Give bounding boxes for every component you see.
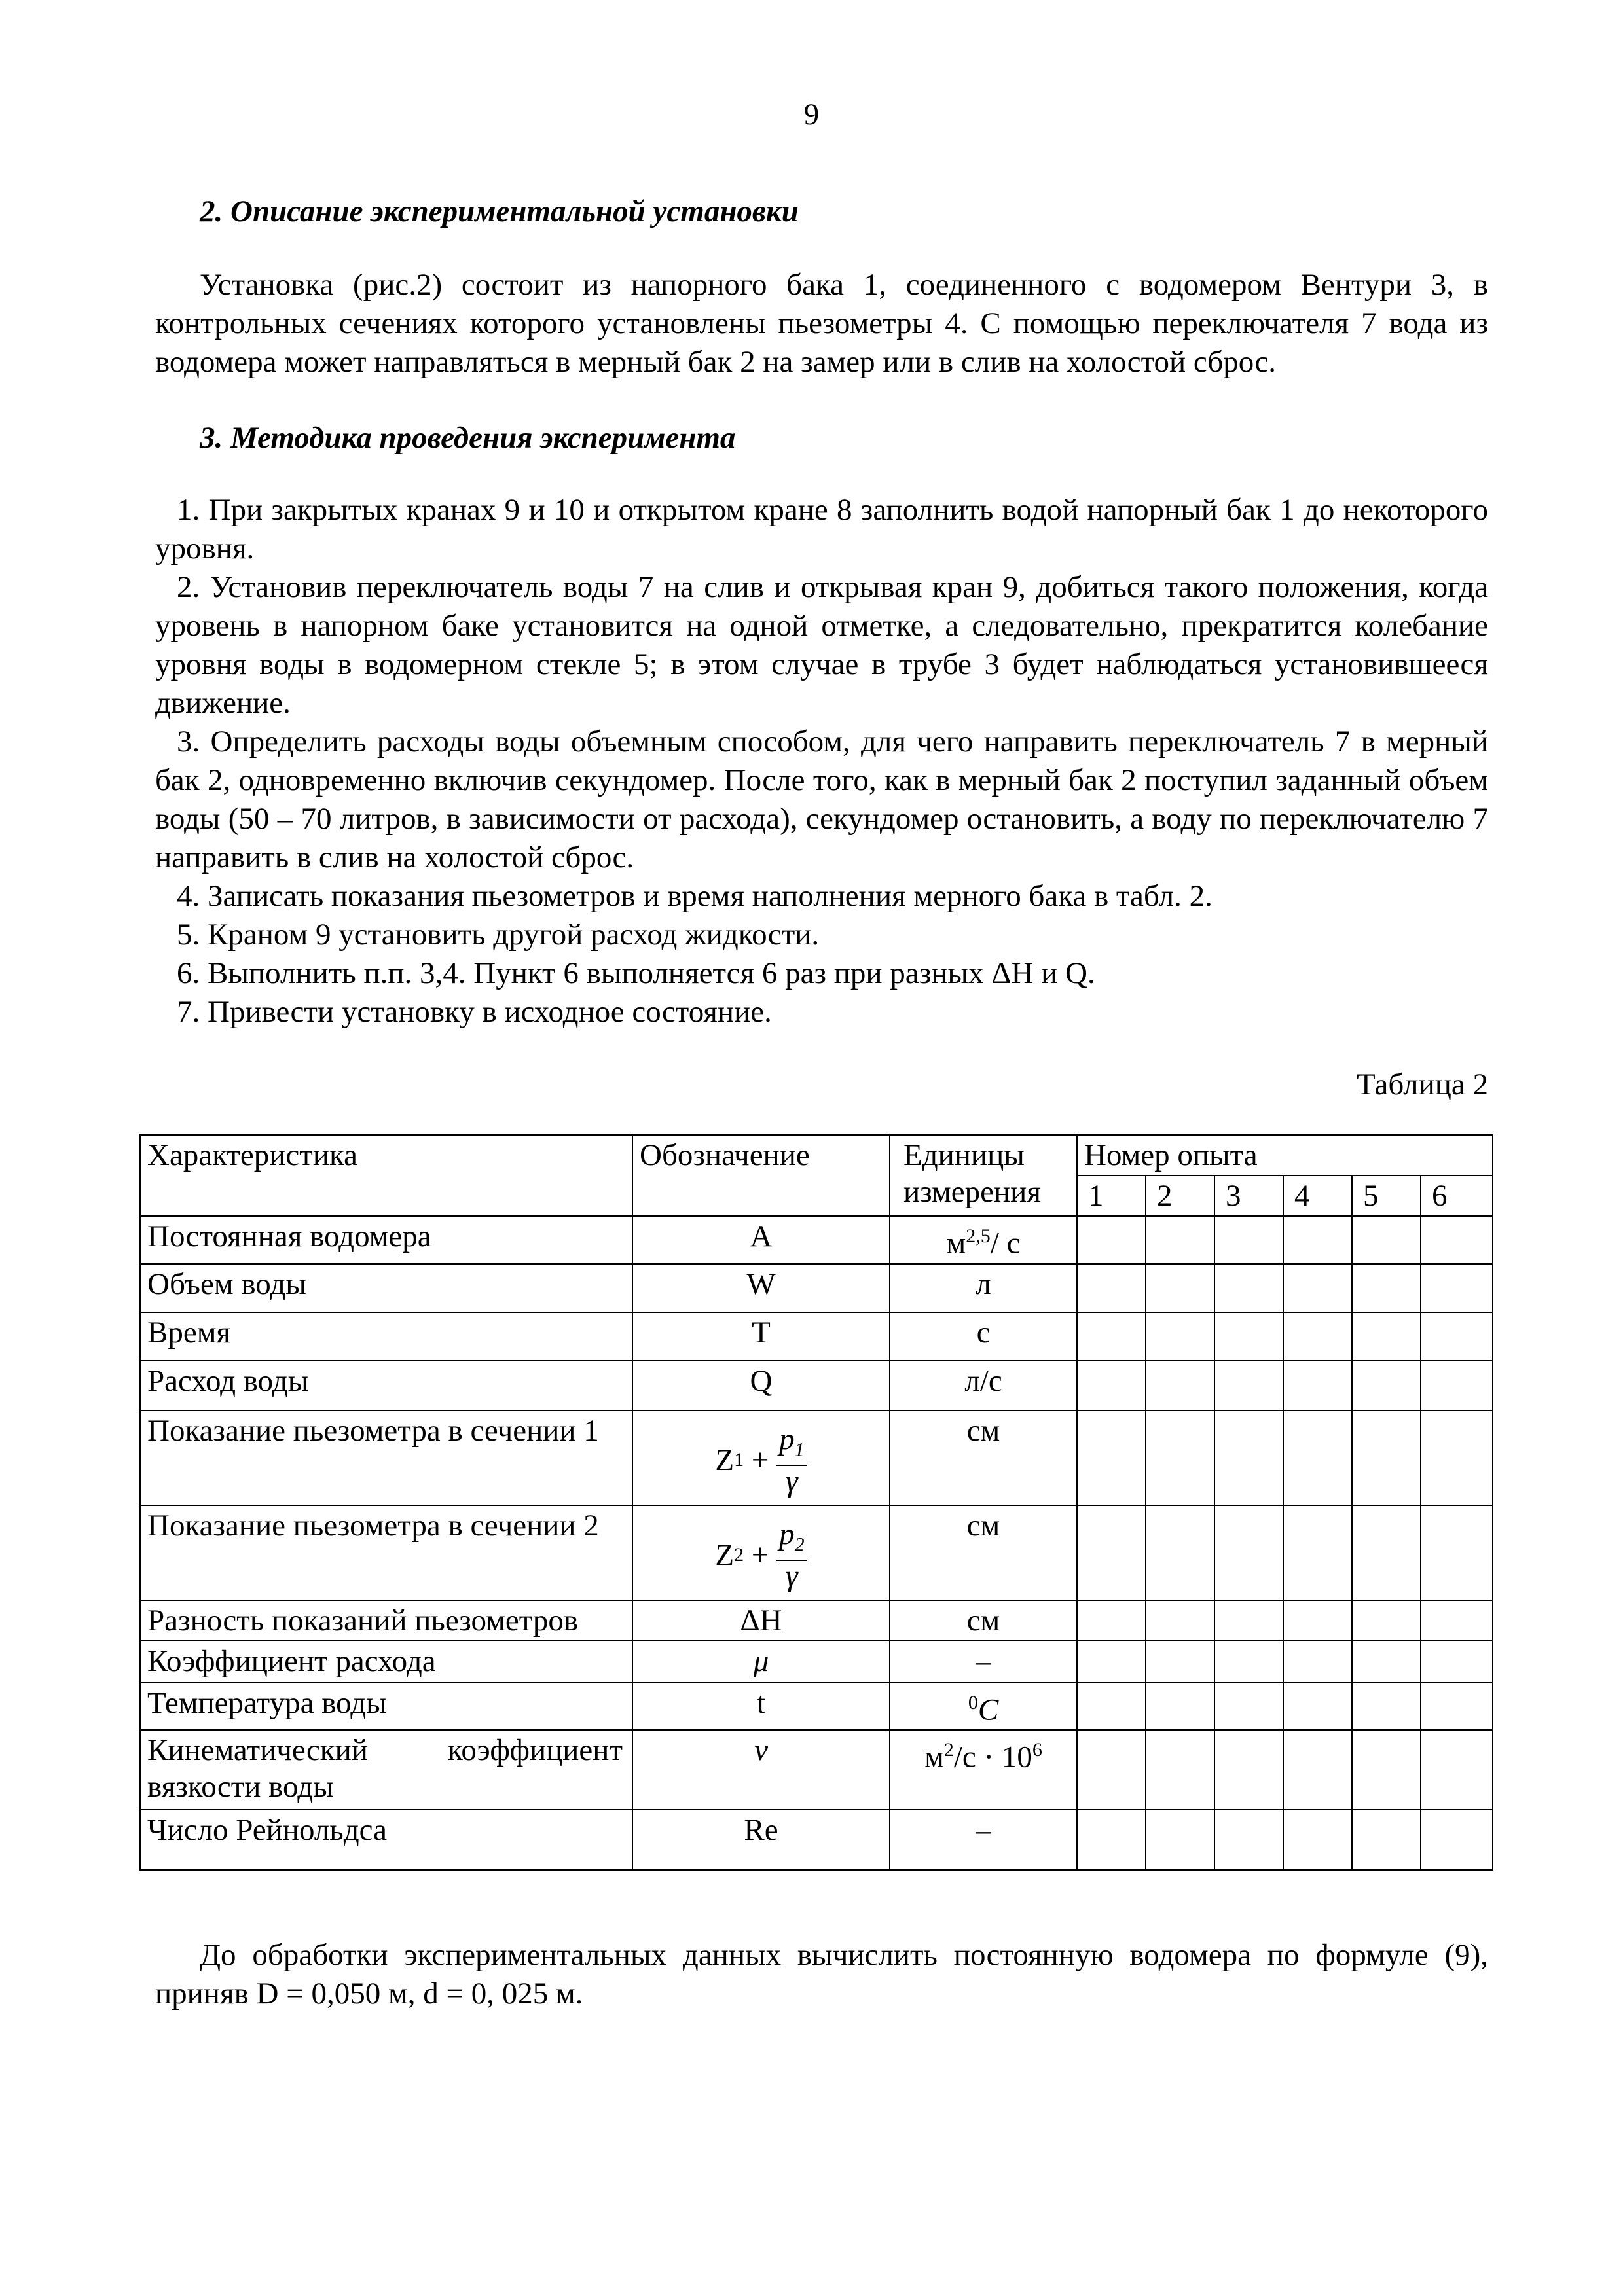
step-3: 3. Определить расходы воды объемным способом, для чего направить переключатель 7 в мерный бак 2, одновременно включив секундомер. После того, как в мерный бак 2 поступил заданный объем воды (50 – 70 литров, в зависимости от расхода), секундомер остановить, а воду по переключателю 7 направить в слив на холостой сброс. bbox=[155, 725, 1488, 874]
section3-title: 3. Методика проведения эксперимента bbox=[200, 421, 736, 455]
row-name: Показание пьезометра в сечении 2 bbox=[140, 1505, 632, 1600]
row-unit: см bbox=[890, 1600, 1077, 1641]
header-symbol: Обозначение bbox=[632, 1135, 890, 1216]
row-name: Показание пьезометра в сечении 1 bbox=[140, 1410, 632, 1505]
row-name: Коэффициент расхода bbox=[140, 1641, 632, 1683]
experiment-4: 4 bbox=[1283, 1175, 1352, 1216]
row-symbol: Q bbox=[632, 1361, 890, 1410]
final-paragraph: До обработки экспериментальных данных вычислить постоянную водомера по формуле (9), приняв D = 0,050 м, d = 0, 025 м. bbox=[155, 1938, 1488, 2011]
row-unit: см bbox=[890, 1410, 1077, 1505]
table-row bbox=[140, 1410, 1493, 1505]
row-symbol: A bbox=[632, 1216, 890, 1264]
section2-body bbox=[155, 266, 1488, 382]
experiment-1: 1 bbox=[1077, 1175, 1146, 1216]
row-symbol: ν bbox=[632, 1730, 890, 1810]
step-1: 1. При закрытых кранах 9 и 10 и открытом кране 8 заполнить водой напорный бак 1 до некоторого уровня. bbox=[155, 493, 1488, 565]
table-row bbox=[140, 1361, 1493, 1410]
header-units-line2: измерения bbox=[903, 1175, 1041, 1209]
row-name: Число Рейнольдса bbox=[140, 1810, 632, 1870]
header-units bbox=[890, 1135, 1077, 1216]
row-name: Кинематический коэффициент вязкости воды bbox=[140, 1730, 632, 1810]
row-symbol: Z 2 + $\frac{p_2}{\gamma}$ bbox=[632, 1505, 890, 1600]
row-symbol: ΔH bbox=[632, 1600, 890, 1641]
final-note bbox=[155, 1936, 1488, 2013]
row-unit: $м^2/с \cdot 10^6$ bbox=[890, 1730, 1077, 1810]
step-6: 6. Выполнить п.п. 3,4. Пункт 6 выполняется 6 раз при разных ΔH и Q. bbox=[177, 956, 1095, 990]
table-row bbox=[140, 1730, 1493, 1810]
table-row bbox=[140, 1505, 1493, 1600]
table-row bbox=[140, 1641, 1493, 1683]
experiment-2: 2 bbox=[1146, 1175, 1214, 1216]
row-unit: – bbox=[890, 1641, 1077, 1683]
table-row bbox=[140, 1600, 1493, 1641]
step-5: 5. Краном 9 установить другой расход жидкости. bbox=[177, 918, 820, 952]
row-name: Постоянная водомера bbox=[140, 1216, 632, 1264]
row-name: Расход воды bbox=[140, 1361, 632, 1410]
row-symbol: W bbox=[632, 1264, 890, 1312]
section3-steps bbox=[155, 491, 1488, 1031]
header-characteristic: Характеристика bbox=[140, 1135, 632, 1216]
experiment-5: 5 bbox=[1352, 1175, 1421, 1216]
section2-title: 2. Описание экспериментальной установки bbox=[200, 194, 799, 228]
step-7: 7. Привести установку в исходное состояние. bbox=[177, 995, 772, 1029]
table-row bbox=[140, 1810, 1493, 1870]
header-units-line1: Единицы bbox=[903, 1138, 1025, 1172]
row-symbol: Z 1 + $\frac{p_1}{\gamma}$ bbox=[632, 1410, 890, 1505]
row-symbol: Re bbox=[632, 1810, 890, 1870]
data-table bbox=[139, 1134, 1493, 1871]
section2-paragraph: Установка (рис.2) состоит из напорного бака 1, соединенного с водомером Вентури 3, в контрольных сечениях которого установлены пьезометры 4. С помощью переключателя 7 вода из водомера может направляться в мерный бак 2 на замер или в слив на холостой сброс. bbox=[155, 268, 1488, 379]
step-4: 4. Записать показания пьезометров и время наполнения мерного бака в табл. 2. bbox=[177, 879, 1213, 913]
row-symbol: μ bbox=[632, 1641, 890, 1683]
row-unit: $^0$C bbox=[890, 1683, 1077, 1731]
table-caption: Таблица 2 bbox=[1356, 1067, 1488, 1102]
row-unit: см bbox=[890, 1505, 1077, 1600]
row-name: Разность показаний пьезометров bbox=[140, 1600, 632, 1641]
row-symbol: T bbox=[632, 1312, 890, 1361]
row-name: Температура воды bbox=[140, 1683, 632, 1731]
table-row bbox=[140, 1683, 1493, 1731]
table-row bbox=[140, 1312, 1493, 1361]
row-symbol: t bbox=[632, 1683, 890, 1731]
row-unit: с bbox=[890, 1312, 1077, 1361]
experiment-6: 6 bbox=[1421, 1175, 1493, 1216]
experiment-3: 3 bbox=[1214, 1175, 1283, 1216]
table-row bbox=[140, 1216, 1493, 1264]
row-name: Время bbox=[140, 1312, 632, 1361]
row-unit: $м^{2,5}/$ с bbox=[890, 1216, 1077, 1264]
table-header-row bbox=[140, 1135, 1493, 1175]
header-experiment: Номер опыта bbox=[1077, 1135, 1493, 1175]
page-number: 9 bbox=[803, 98, 820, 132]
row-name: Объем воды bbox=[140, 1264, 632, 1312]
step-2: 2. Установив переключатель воды 7 на слив и открывая кран 9, добиться такого положения, когда уровень в напорном баке установится на одной отметке, а следовательно, прекратится колебание уровня воды в водомерном стекле 5; в этом случае в трубе 3 будет наблюдаться установившееся движение. bbox=[155, 570, 1488, 720]
row-unit: – bbox=[890, 1810, 1077, 1870]
row-unit: л/с bbox=[890, 1361, 1077, 1410]
table-row bbox=[140, 1264, 1493, 1312]
row-unit: л bbox=[890, 1264, 1077, 1312]
